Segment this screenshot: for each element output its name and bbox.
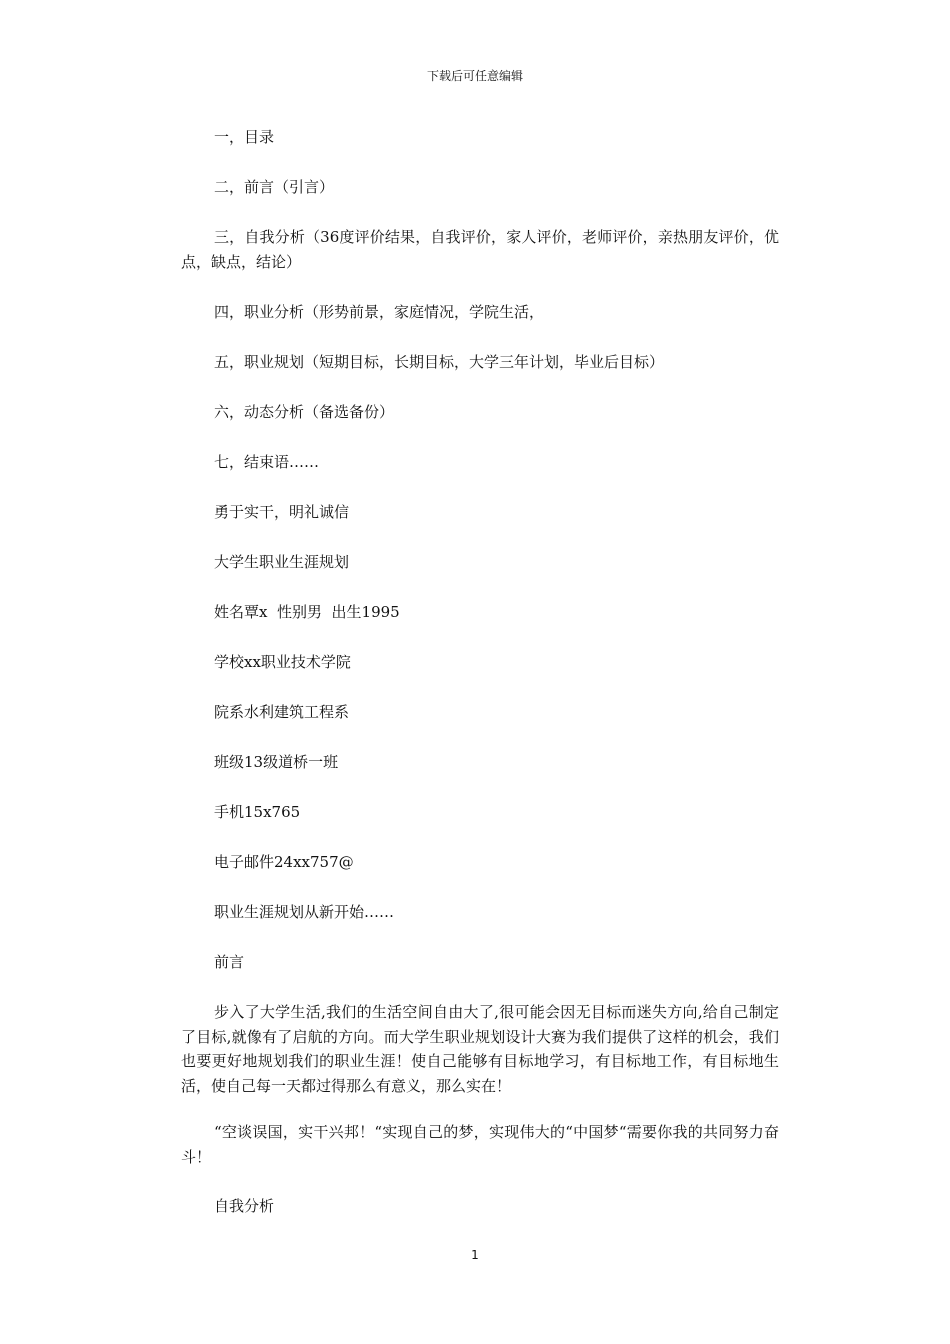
toc-item-2: 二，前言（引言）: [214, 178, 335, 196]
cover-phone: 手机15x765: [214, 803, 301, 821]
cover-department: 院系水利建筑工程系: [214, 703, 350, 721]
cover-name-line: 姓名覃x 性别男 出生1995: [214, 603, 400, 621]
toc-item-1: 一，目录: [214, 128, 275, 146]
preface-paragraph-1: 步入了大学生活,我们的生活空间自由大了,很可能会因无目标而迷失方向,给自己制定了目标,就像有了启航的方向。而大学生职业规划设计大赛为我们提供了这样的机会，我们也要更好地规划我们的职业生涯！使自己能够有目标地学习，有目标地工作，有目标地生活，使自己每一天都过得那么有意义，那么实在！: [181, 1003, 779, 1095]
cover-school: 学校xx职业技术学院: [214, 653, 351, 671]
cover-title: 大学生职业生涯规划: [214, 553, 350, 571]
cover-slogan: 职业生涯规划从新开始……: [214, 903, 395, 921]
preface-heading: 前言: [214, 953, 245, 971]
cover-email: 电子邮件24xx757@: [214, 853, 354, 871]
page-header: 下载后可任意编辑: [426, 69, 523, 83]
cover-class: 班级13级道桥一班: [214, 753, 339, 771]
toc-item-5: 五，职业规划（短期目标，长期目标，大学三年计划，毕业后目标）: [214, 353, 665, 371]
document-body: [181, 125, 779, 1244]
cover-motto: 勇于实干，明礼诚信: [214, 503, 350, 521]
page-number: 1: [471, 1248, 479, 1262]
toc-item-6: 六，动态分析（备选备份）: [214, 403, 395, 421]
self-analysis-heading: 自我分析: [214, 1197, 275, 1215]
toc-item-3: 三，自我分析（36度评价结果，自我评价，家人评价，老师评价，亲热朋友评价，优点，缺点，结论）: [181, 228, 779, 271]
preface-paragraph-2: “空谈误国，实干兴邦！“实现自己的梦，实现伟大的“中国梦“需要你我的共同努力奋斗！: [181, 1123, 779, 1166]
toc-item-4: 四，职业分析（形势前景，家庭情况，学院生活，: [214, 303, 545, 321]
toc-item-7: 七，结束语……: [214, 453, 320, 471]
